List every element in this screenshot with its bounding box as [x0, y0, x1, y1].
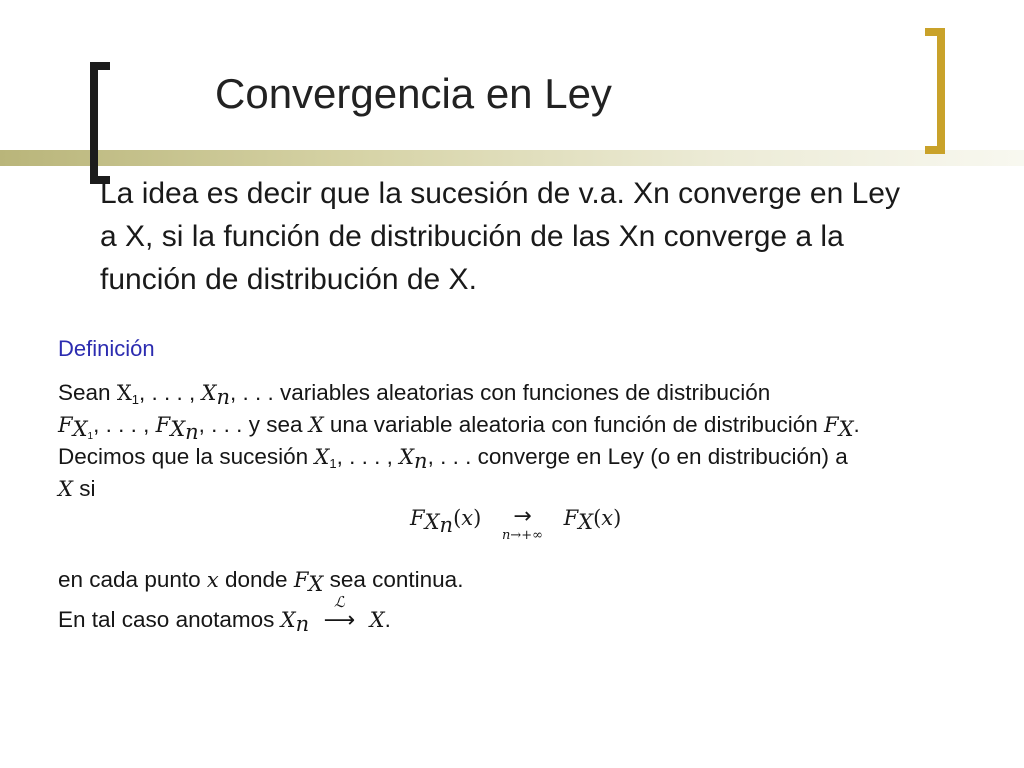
definition-heading: Definición — [58, 336, 155, 361]
limit-arrow: → n→+∞ — [501, 504, 543, 543]
intro-paragraph: La idea es decir que la sucesión de v.a. Xn converge en Ley a X, si la función de distribución de las Xn converge a la función de distribución de X. — [100, 177, 900, 296]
law-convergence-arrow: ℒ ⟶ — [323, 593, 356, 633]
convergence-formula: $F_{X_n}(x)$ → n→+∞ $F_X(x)$ — [410, 504, 622, 543]
decorative-band — [0, 150, 1024, 166]
definition-line-4: X si — [58, 476, 96, 501]
left-bracket-decoration — [90, 62, 110, 184]
definition-block — [58, 333, 978, 505]
definition-line-2: $F_{X_1}$, . . . , $F_{X_n}$, . . . y sea X una variable aleatoria con función de distribución $F_X$. — [58, 412, 860, 444]
notation-line: En tal caso anotamos $X_n$ ℒ ⟶ X. — [58, 600, 463, 641]
continuity-line: en cada punto x donde $F_X$ sea continua. — [58, 567, 464, 596]
slide-title: Convergencia en Ley — [215, 70, 612, 117]
definition-conclusion — [58, 560, 463, 641]
definition-line-3: Decimos que la sucesión $X_1$, . . . , $X_n$, . . . converge en Ley (o en distribución) a — [58, 444, 848, 473]
right-bracket-decoration — [925, 28, 945, 154]
definition-line-1: Sean $X_1$, . . . , $X_n$, . . . variables aleatorias con funciones de distribución — [58, 380, 771, 409]
